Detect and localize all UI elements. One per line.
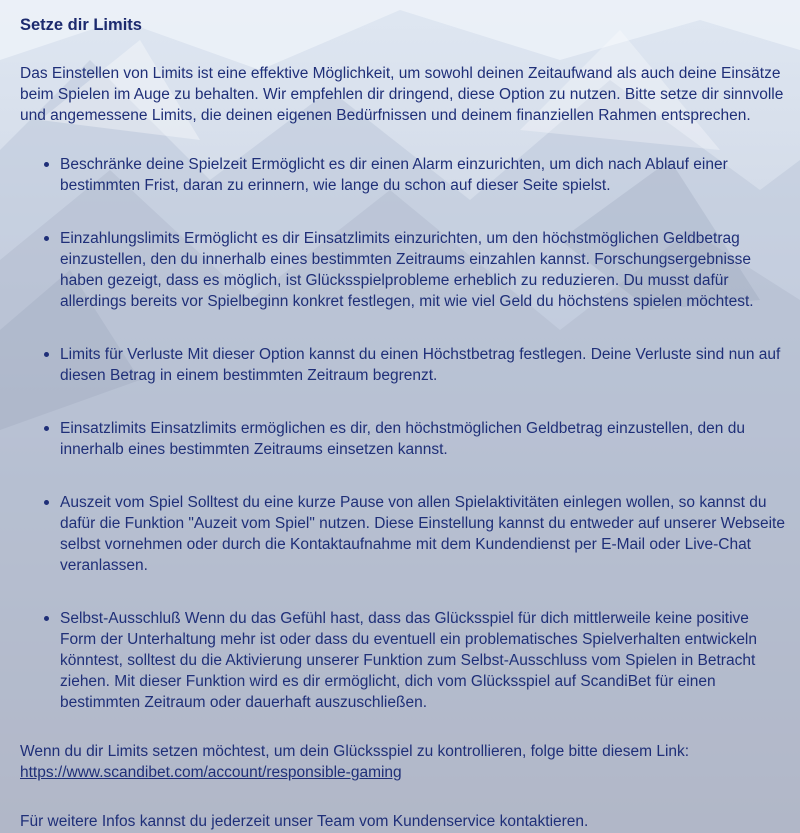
responsible-gaming-link[interactable]: https://www.scandibet.com/account/responsible-gaming: [20, 764, 402, 781]
list-item-verluste: Limits für Verluste Mit dieser Option kannst du einen Höchstbetrag festlegen. Deine Verluste sind nun auf diesen Betrag in einem bestimmten Zeitraum begrenzt.: [60, 344, 788, 386]
link-intro-text: Wenn du dir Limits setzen möchtest, um dein Glücksspiel zu kontrollieren, folge bitte diesem Link:: [20, 743, 690, 760]
list-item-einsatzlimits: Einsatzlimits Einsatzlimits ermöglichen es dir, den höchstmöglichen Geldbetrag einzustellen, den du innerhalb eines bestimmten Zeitraums einsetzen kannst.: [60, 418, 788, 460]
link-paragraph: [20, 741, 788, 783]
limits-list: [20, 154, 788, 713]
list-item-spielzeit: Beschränke deine Spielzeit Ermöglicht es dir einen Alarm einzurichten, um dich nach Ablauf einer bestimmten Frist, daran zu erinnern, wie lange du schon auf dieser Seite spielst.: [60, 154, 788, 196]
limits-article: [20, 14, 788, 832]
intro-paragraph: Das Einstellen von Limits ist eine effektive Möglichkeit, um sowohl deinen Zeitaufwand als auch deine Einsätze beim Spielen im Auge zu behalten. Wir empfehlen dir dringend, diese Option zu nutzen. Bitte setze dir sinnvolle und angemessene Limits, die deinen eigenen Bedürfnissen und deinem finanziellen Rahmen entsprechen.: [20, 65, 784, 124]
footer-text: Für weitere Infos kannst du jederzeit unser Team vom Kundenservice kontaktieren.: [20, 813, 589, 830]
list-item-auszeit: Auszeit vom Spiel Solltest du eine kurze Pause von allen Spielaktivitäten einlegen wollen, so kannst du dafür die Funktion "Auzeit vom Spiel" nutzen. Diese Einstellung kannst du entweder auf unserer Webseite selbst vornehmen oder durch die Kontaktaufnahme mit dem Kundendienst per E-Mail oder Live-Chat veranlassen.: [60, 492, 788, 576]
list-item-einzahlungslimits: Einzahlungslimits Ermöglicht es dir Einsatzlimits einzurichten, um den höchstmöglichen Geldbetrag einzustellen, den du innerhalb eines bestimmten Zeitraums einzahlen kannst. Forschungsergebnisse haben gezeigt, dass es möglich, ist Glücksspielprobleme erheblich zu reduzieren. Du musst dafür allerdings bereits vor Spielbeginn konkret festlegen, mit wie viel Geld du höchstens spielen möchtest.: [60, 228, 788, 312]
list-item-selbst-ausschluss: Selbst-Ausschluß Wenn du das Gefühl hast, dass das Glücksspiel für dich mittlerweile keine positive Form der Unterhaltung mehr ist oder dass du eventuell ein problematisches Spielverhalten entwickeln könntest, solltest du die Aktivierung unserer Funktion zum Selbst-Ausschluss vom Spielen in Betracht ziehen. Mit dieser Funktion wird es dir ermöglicht, dich vom Glücksspiel auf ScandiBet für einen bestimmten Zeitraum oder dauerhaft auszuschließen.: [60, 608, 788, 713]
page-title: Setze dir Limits: [20, 16, 142, 34]
